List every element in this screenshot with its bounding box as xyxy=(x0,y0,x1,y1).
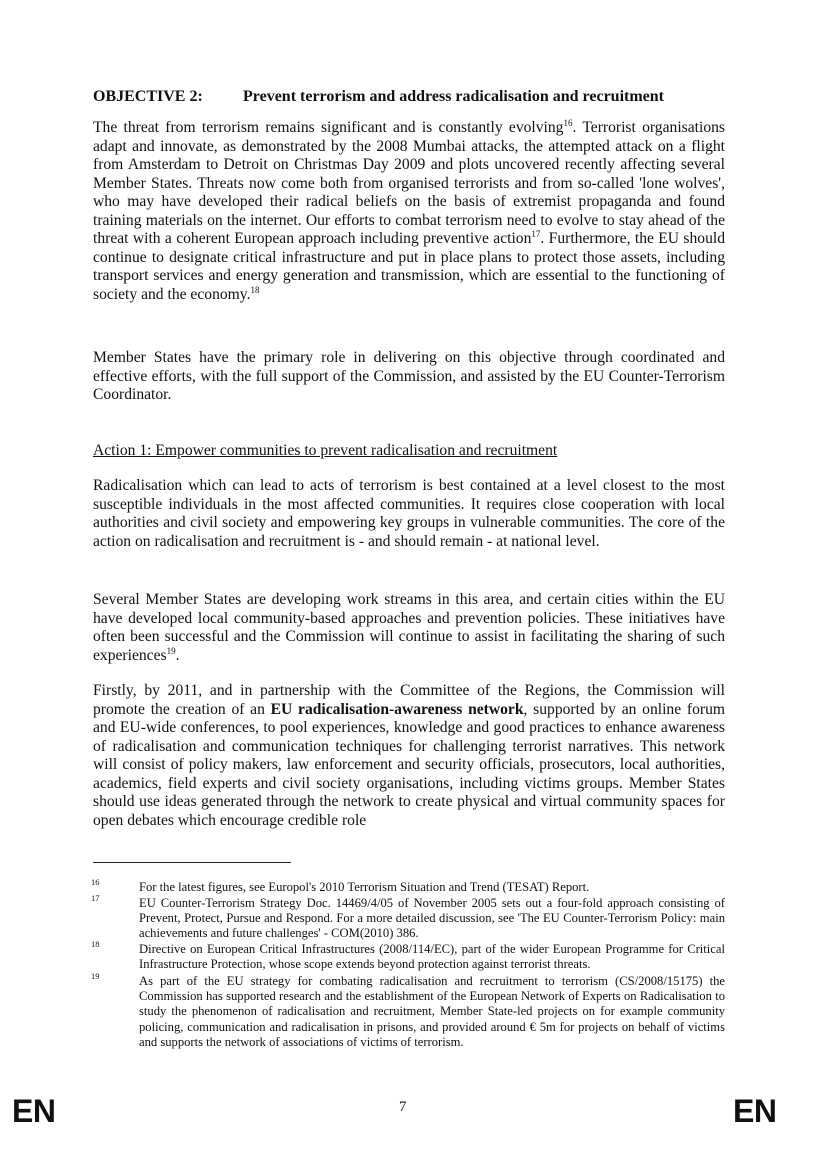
footnote-18 xyxy=(91,939,725,972)
footnote-16 xyxy=(91,877,725,895)
footnote-text: Directive on European Critical Infrastructures (2008/114/EC), part of the wider European Programme for Critical Infrastructure Protection, whose scope extends beyond protection against terrorist threats. xyxy=(139,942,725,972)
footnote-text: For the latest figures, see Europol's 2010 Terrorism Situation and Trend (TESAT) Report. xyxy=(139,880,590,894)
footnote-19 xyxy=(91,971,725,1050)
footnote-text: As part of the EU strategy for combating radicalisation and recruitment to terrorism (CS/2008/15175) the Commission has supported research and the establishment of the European Network of Experts on Radicalisation to study the phenomenon of radicalisation and recruitment, Member State-led projects on for example community policing, communication and radicalisation in prisons, and provided around € 5m for projects on behalf of victims and supports the network of associations of victims of terrorism. xyxy=(139,974,725,1049)
paragraph-work-streams xyxy=(93,591,725,665)
paragraph-network xyxy=(93,682,725,830)
paragraph-text: , supported by an online forum and EU-wide conferences, to pool experiences, knowledge and good practices to enhance awareness of radicalisation and communication techniques for challenging terrorist narratives. This network will consist of policy makers, law enforcement and security officials, prosecutors, local authorities, academics, field experts and civil society organisations, including victims groups. Member States should use ideas generated through the network to create physical and virtual community spaces for open debates which encourage credible role xyxy=(93,700,725,829)
paragraph-text: Firstly, by 2011, and in partnership with the Committee of the Regions, the Commission will promote the creation of an xyxy=(93,682,725,718)
footnote-number: 17 xyxy=(91,893,100,903)
paragraph-text: . xyxy=(175,646,180,664)
footnote-text: EU Counter-Terrorism Strategy Doc. 14469/4/05 of November 2005 sets out a four-fold approach consisting of Prevent, Protect, Pursue and Respond. For a more detailed discussion, see 'The EU Counter-Terrorism Policy: main achievements and future challenges' - COM(2010) 386. xyxy=(139,896,725,941)
paragraph-member-states: Member States have the primary role in delivering on this objective through coordinated and effective efforts, with the full support of the Commission, and assisted by the EU Counter-Terrorism Coordinator. xyxy=(93,349,725,403)
footnote-number: 19 xyxy=(91,971,100,981)
objective-title: Prevent terrorism and address radicalisation and recruitment xyxy=(243,88,664,105)
footnote-number: 18 xyxy=(91,939,100,949)
action-heading: Action 1: Empower communities to prevent radicalisation and recruitment xyxy=(93,442,558,459)
paragraph-threat xyxy=(93,119,725,304)
language-code-right: EN xyxy=(733,1093,777,1129)
page-number: 7 xyxy=(399,1099,407,1115)
footnote-17 xyxy=(91,893,725,942)
paragraph-text: Several Member States are developing work streams in this area, and certain cities within the EU have developed local community-based approaches and prevention policies. These initiatives have often been successful and the Commission will continue to assist in facilitating the sharing of such experiences xyxy=(93,591,725,664)
objective-number: OBJECTIVE 2: xyxy=(93,88,203,105)
paragraph-text: The threat from terrorism remains significant and is constantly evolving xyxy=(93,119,564,136)
footnote-divider xyxy=(93,862,291,863)
paragraph-text: . Terrorist organisations adapt and innovate, as demonstrated by the 2008 Mumbai attacks, the attempted attack on a flight from Amsterdam to Detroit on Christmas Day 2009 and plots uncovered recently affecting several Member States. Threats now come both from organised terrorists and from so-called 'lone wolves', who may have developed their radical beliefs on the basis of extremist propaganda and found training materials on the internet. Our efforts to combat terrorism need to evolve to stay ahead of the threat with a coherent European approach including preventive action xyxy=(93,119,725,247)
objective-heading xyxy=(93,87,733,107)
footnote-ref-16[interactable]: 16 xyxy=(563,117,573,128)
network-name-bold: EU radicalisation-awareness network xyxy=(270,700,524,718)
footnote-ref-18[interactable]: 18 xyxy=(250,284,260,295)
footnote-ref-17[interactable]: 17 xyxy=(531,228,541,239)
footnote-number: 16 xyxy=(91,877,100,887)
language-code-left: EN xyxy=(12,1093,56,1129)
footnote-ref-19[interactable]: 19 xyxy=(166,645,176,656)
paragraph-text: . Furthermore, the EU should continue to designate critical infrastructure and put in place plans to protect those assets, including transport services and energy generation and transmission, which are essential to the functioning of society and the economy. xyxy=(93,230,726,303)
paragraph-radicalisation: Radicalisation which can lead to acts of terrorism is best contained at a level closest to the most susceptible individuals in the most affected communities. It requires close cooperation with local authorities and civil society and empowering key groups in vulnerable communities. The core of the action on radicalisation and recruitment is - and should remain - at national level. xyxy=(93,477,725,550)
